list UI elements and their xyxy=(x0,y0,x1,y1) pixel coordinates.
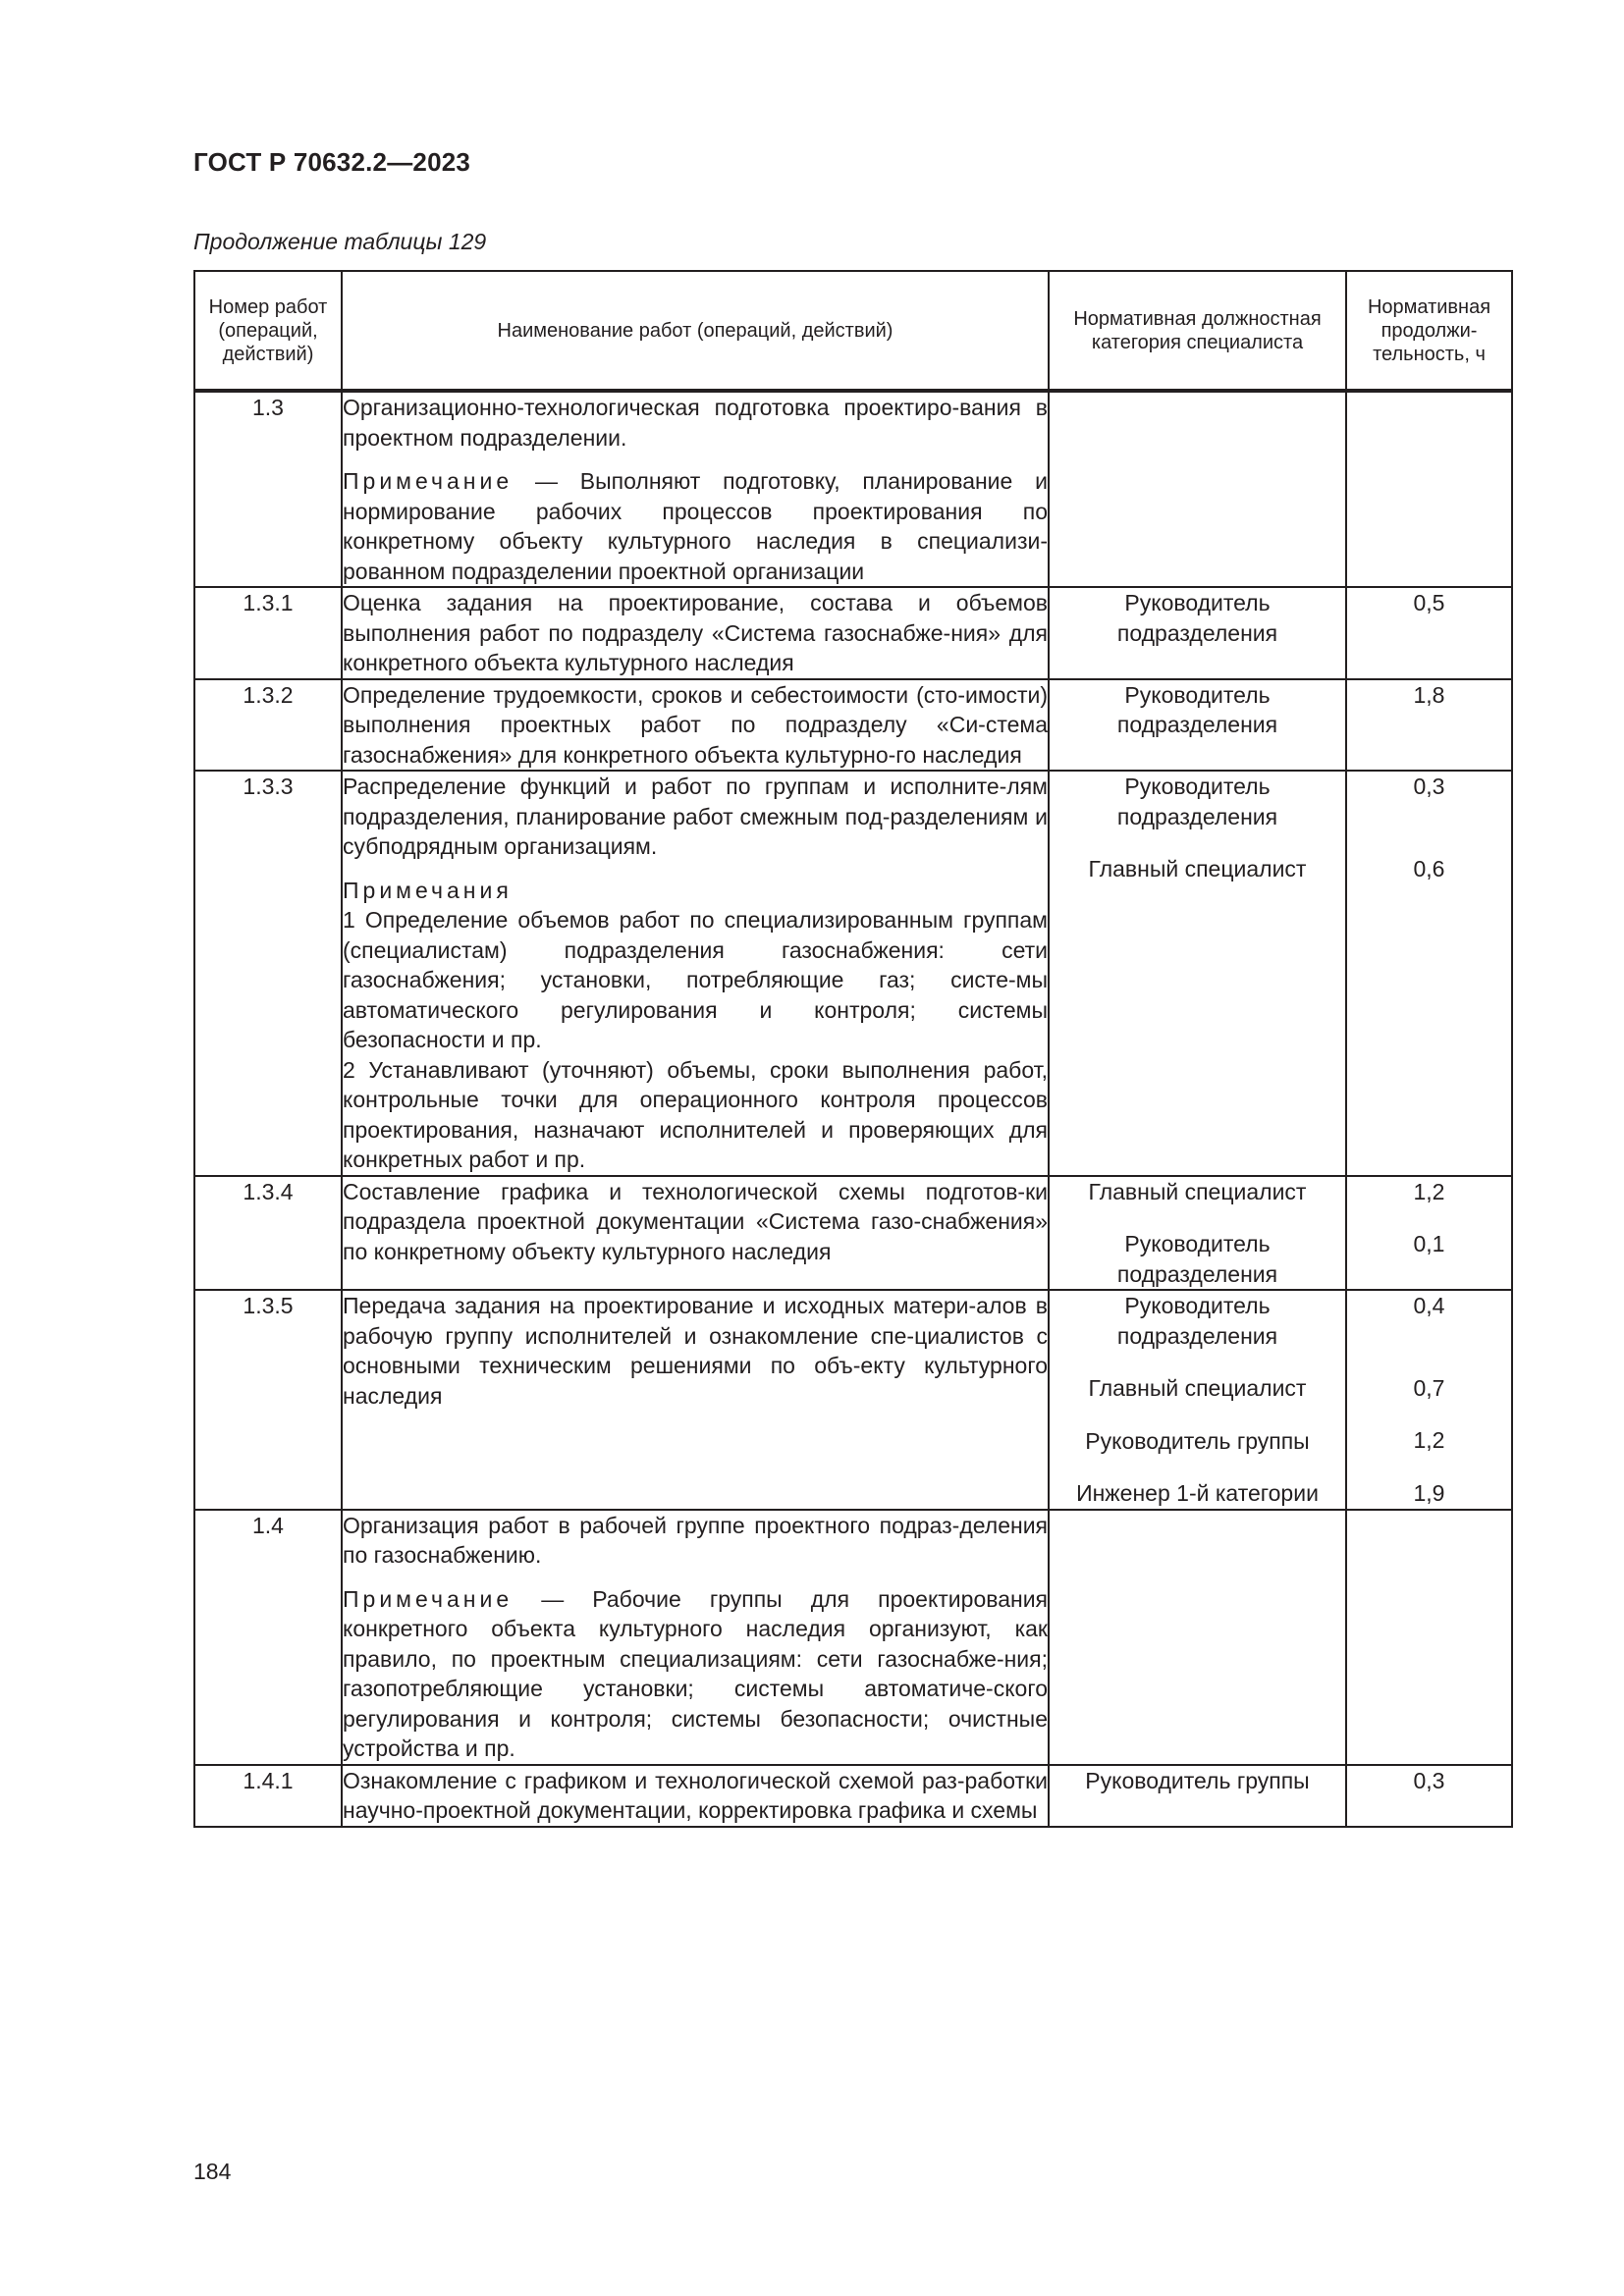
hours-cell xyxy=(1346,391,1512,587)
work-name-cell xyxy=(342,1290,1049,1510)
document-header: ГОСТ Р 70632.2—2023 xyxy=(193,147,471,177)
role-entry: Руководитель подразделения xyxy=(1116,1231,1278,1287)
note-text: — Выполняют подготовку, планирование и нормирование рабочих процессов проектирования по конкретному объекту культурного наследия в специализи-рованном подразделении проектной организации xyxy=(343,468,1048,584)
work-name: Ознакомление с графиком и технологической схемой раз-работки научно-проектной документации, корректировка графика и схемы xyxy=(343,1767,1048,1823)
role-cell xyxy=(1049,1290,1346,1510)
work-name: Передача задания на проектирование и исходных матери-алов в рабочую группу исполнителей и ознакомление спе-циалистов с основными техническим решениями по объ-екту культурного наследия xyxy=(343,1293,1048,1409)
work-number: 1.3.4 xyxy=(194,1176,342,1291)
role-cell xyxy=(1049,1765,1346,1827)
work-number: 1.4.1 xyxy=(194,1765,342,1827)
work-name-cell xyxy=(342,771,1049,1176)
hours-entry: 0,7 xyxy=(1413,1374,1445,1401)
work-name-cell xyxy=(342,391,1049,587)
hours-cell xyxy=(1346,1765,1512,1827)
work-name-cell xyxy=(342,679,1049,772)
role-entry: Руководитель подразделения xyxy=(1116,774,1278,829)
table-row xyxy=(194,1290,1512,1510)
role-entry: Главный специалист xyxy=(1088,1178,1307,1204)
notes-label xyxy=(343,876,1048,906)
role-entry: Руководитель подразделения xyxy=(1116,681,1278,737)
hours-entry: 0,1 xyxy=(1413,1231,1445,1256)
hours-cell xyxy=(1346,771,1512,1176)
table-row xyxy=(194,771,1512,1176)
work-name: Организационно-технологическая подготовка проектиро-вания в проектном подразделении. xyxy=(343,395,1048,451)
hours-cell xyxy=(1346,587,1512,679)
work-note-2: 2 Устанавливают (уточняют) объемы, сроки выполнения работ, контрольные точки для операционного контроля процессов проектирования, назначают исполнителей и проверяющих для конкретных работ и пр. xyxy=(343,1056,1048,1172)
work-number: 1.3.1 xyxy=(194,587,342,679)
note-label: Примечание xyxy=(343,1585,514,1612)
notes-label-text: Примечания xyxy=(343,877,513,903)
role-entry: Главный специалист xyxy=(1088,1375,1307,1401)
work-name: Организация работ в рабочей группе проектного подраз-деления по газоснабжению. xyxy=(343,1512,1048,1568)
hours-cell xyxy=(1346,1290,1512,1510)
column-header-name: Наименование работ (операций, действий) xyxy=(342,271,1049,391)
role-entry: Руководитель группы xyxy=(1085,1767,1310,1793)
work-number: 1.3.3 xyxy=(194,771,342,1176)
work-norms-table xyxy=(193,270,1513,1828)
work-name-cell xyxy=(342,1510,1049,1765)
hours-entry: 1,9 xyxy=(1413,1479,1445,1506)
column-header-number: Номер работ (операций, действий) xyxy=(194,271,342,391)
work-note-1: 1 Определение объемов работ по специализированным группам (специалистам) подразделения газоснабжения: сети газоснабжения; установки, потребляющие газ; систе-мы автоматического регулирования и контроля; системы безопасности и пр. xyxy=(343,907,1048,1052)
table-row xyxy=(194,1510,1512,1765)
role-cell xyxy=(1049,771,1346,1176)
role-entry: Главный специалист xyxy=(1088,856,1307,881)
role-cell xyxy=(1049,391,1346,587)
table-header-row xyxy=(194,271,1512,391)
page-number: 184 xyxy=(193,2159,232,2184)
role-entry: Инженер 1-й категории xyxy=(1076,1480,1319,1506)
work-note xyxy=(343,1584,1048,1764)
work-number: 1.3.5 xyxy=(194,1290,342,1510)
role-cell xyxy=(1049,1510,1346,1765)
table-caption: Продолжение таблицы 129 xyxy=(193,229,487,254)
table-row xyxy=(194,1176,1512,1291)
work-name: Составление графика и технологической схемы подготов-ки подраздела проектной документации «Система газо-снабжения» по конкретному объекту культурного наследия xyxy=(343,1178,1048,1264)
role-entry: Руководитель подразделения xyxy=(1116,1293,1278,1349)
work-name-cell xyxy=(342,587,1049,679)
note-label: Примечание xyxy=(343,468,514,494)
work-number: 1.4 xyxy=(194,1510,342,1765)
work-name: Распределение функций и работ по группам и исполните-лям подразделения, планирование работ смежным под-разделениям и субподрядным организациям. xyxy=(343,774,1048,859)
work-name: Определение трудоемкости, сроков и себестоимости (сто-имости) выполнения проектных работ по подразделу «Си-стема газоснабжения» для конкретного объекта культурно-го наследия xyxy=(343,681,1048,768)
role-cell xyxy=(1049,1176,1346,1291)
hours-entry: 1,8 xyxy=(1413,681,1445,708)
hours-entry: 1,2 xyxy=(1413,1178,1445,1204)
hours-entry: 0,6 xyxy=(1413,855,1445,881)
hours-entry: 0,3 xyxy=(1413,1767,1445,1793)
role-cell xyxy=(1049,587,1346,679)
hours-cell xyxy=(1346,679,1512,772)
table-row xyxy=(194,1765,1512,1827)
note-text: — Рабочие группы для проектирования конкретного объекта культурного наследия организуют, как правило, по проектным специализациям: сети газоснабже-ния; газопотребляющие установки; системы автоматиче-ского регулирования и контроля; системы безопасности; очистные устройства и пр. xyxy=(343,1585,1048,1761)
role-entry: Руководитель группы xyxy=(1085,1427,1310,1454)
table-row xyxy=(194,587,1512,679)
table-row xyxy=(194,391,1512,587)
work-name-cell xyxy=(342,1176,1049,1291)
hours-entry: 0,5 xyxy=(1413,590,1445,615)
work-note xyxy=(343,466,1048,586)
work-number: 1.3.2 xyxy=(194,679,342,772)
work-name-cell xyxy=(342,1765,1049,1827)
role-entry: Руководитель подразделения xyxy=(1116,590,1278,646)
table-row xyxy=(194,679,1512,772)
hours-cell xyxy=(1346,1510,1512,1765)
hours-entry: 0,3 xyxy=(1413,774,1445,799)
work-name: Оценка задания на проектирование, состава и объемов выполнения работ по подразделу «Система газоснабже-ния» для конкретного объекта культурного наследия xyxy=(343,590,1048,675)
hours-entry: 1,2 xyxy=(1413,1427,1445,1453)
work-number: 1.3 xyxy=(194,391,342,587)
role-cell xyxy=(1049,679,1346,772)
column-header-role: Нормативная должностная категория специалиста xyxy=(1049,271,1346,391)
column-header-duration: Нормативная продолжи-тельность, ч xyxy=(1346,271,1512,391)
hours-cell xyxy=(1346,1176,1512,1291)
hours-entry: 0,4 xyxy=(1413,1293,1445,1318)
